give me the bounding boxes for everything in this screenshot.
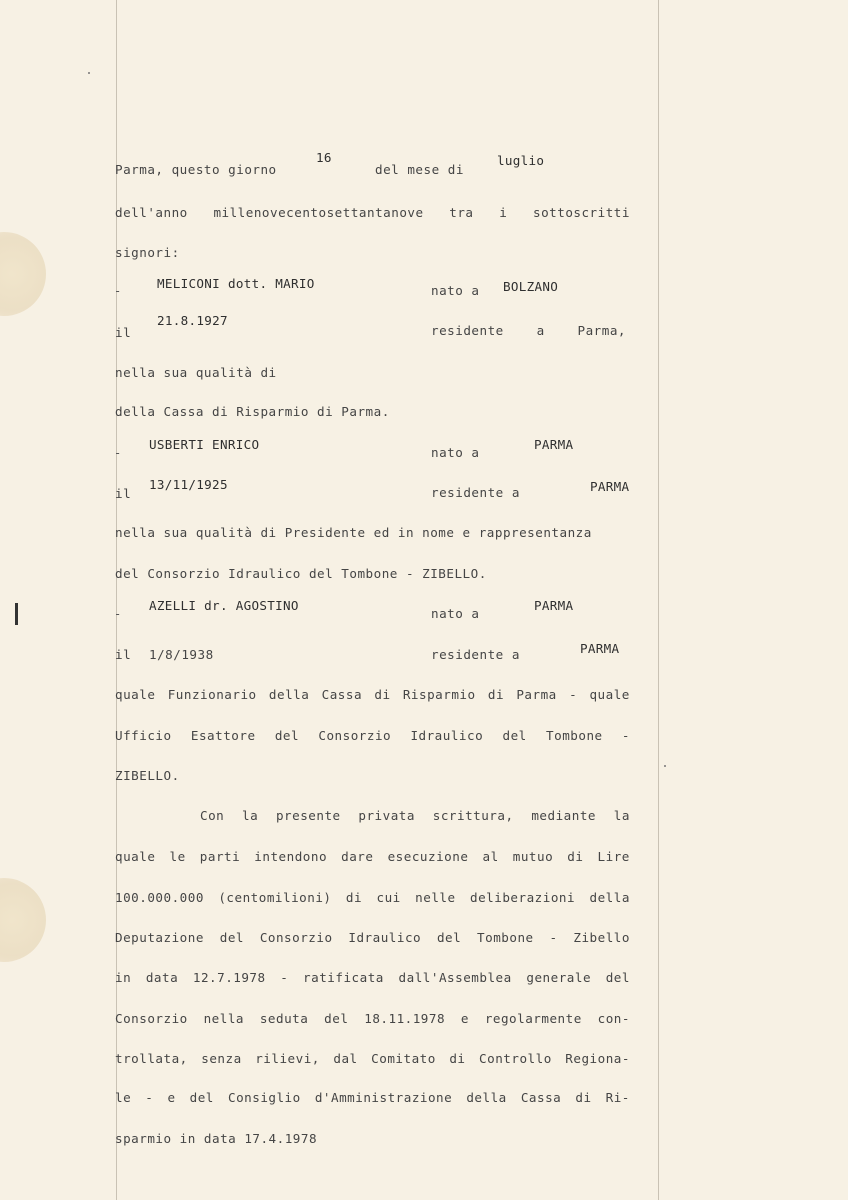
word: senza: [201, 1051, 242, 1066]
party-dash: -: [114, 446, 122, 460]
party2-consorzio: del Consorzio Idraulico del Tombone - ZIBELLO.: [115, 566, 487, 581]
official-line-3: ZIBELLO.: [115, 768, 180, 783]
word: sottoscritti: [532, 205, 630, 220]
word: mediante: [531, 808, 596, 823]
month-value: luglio: [497, 153, 545, 168]
word: Deputazione: [115, 930, 204, 945]
party2-res-label: residente a: [431, 485, 520, 500]
word: Cassa: [520, 1090, 562, 1105]
word: Consiglio: [227, 1090, 301, 1105]
word: Regiona-: [565, 1051, 630, 1066]
word: di: [374, 687, 391, 702]
word: cui: [376, 890, 401, 905]
word: regolarmente: [484, 1011, 582, 1026]
body-line-6: [115, 1011, 630, 1026]
word: la: [613, 808, 630, 823]
word: Ufficio: [115, 728, 172, 743]
body-line-1: [200, 808, 630, 823]
word: d'Amministrazione: [314, 1090, 453, 1105]
word: -: [145, 1090, 154, 1105]
word: (centomilioni): [218, 890, 332, 905]
word: Lire: [597, 849, 630, 864]
word: della: [466, 1090, 507, 1105]
word: al: [482, 849, 499, 864]
word: dell'anno: [115, 205, 188, 220]
word: 12.7.1978: [192, 970, 266, 985]
party3-res-label: residente a: [431, 647, 520, 662]
word: Consorzio: [259, 930, 333, 945]
party3-born-place: PARMA: [534, 598, 574, 613]
word: dall'Assemblea: [398, 970, 512, 985]
party3-name: AZELLI dr. AGOSTINO: [149, 598, 299, 613]
cassa-line: della Cassa di Risparmio di Parma.: [115, 404, 390, 419]
word: Funzionario: [167, 687, 257, 702]
word: del: [189, 1090, 214, 1105]
month-label: del mese di: [375, 162, 464, 177]
word: trollata,: [115, 1051, 188, 1066]
word: Controllo: [479, 1051, 552, 1066]
word: nelle: [415, 890, 456, 905]
word: a: [536, 323, 545, 338]
word: generale: [526, 970, 592, 985]
word: quale: [115, 849, 156, 864]
word: di: [567, 849, 584, 864]
word: con-: [597, 1011, 630, 1026]
word: in: [115, 970, 132, 985]
word: e: [460, 1011, 469, 1026]
word: di: [449, 1051, 466, 1066]
word: quale: [115, 687, 156, 702]
day-value: 16: [316, 150, 332, 165]
word: della: [589, 890, 630, 905]
party2-quality: nella sua qualità di Presidente ed in nome e rappresentanza: [115, 525, 592, 540]
party2-born-label: nato a: [431, 445, 480, 460]
paper-speck: [664, 765, 666, 767]
party1-il: il: [115, 325, 132, 340]
word: tra: [449, 205, 474, 220]
word: Cassa: [321, 687, 363, 702]
word: rilievi,: [255, 1051, 320, 1066]
word: e: [167, 1090, 176, 1105]
word: nella: [203, 1011, 244, 1026]
word: del: [219, 930, 244, 945]
word: di: [575, 1090, 592, 1105]
word: Comitato: [371, 1051, 436, 1066]
opening-place: Parma, questo giorno: [115, 162, 277, 177]
party1-name: MELICONI dott. MARIO: [157, 276, 315, 291]
party2-date: 13/11/1925: [149, 477, 228, 492]
party2-born-place: PARMA: [534, 437, 574, 452]
word: Parma: [516, 687, 557, 702]
word: presente: [275, 808, 341, 823]
word: parti: [199, 849, 241, 864]
word: dare: [341, 849, 374, 864]
word: di: [345, 890, 363, 905]
party2-il: il: [115, 486, 132, 501]
paper-speck: [88, 72, 90, 74]
party3-born-label: nato a: [431, 606, 480, 621]
party-dash: -: [114, 607, 122, 621]
word: di: [487, 687, 505, 702]
body-line-8: [115, 1090, 630, 1105]
word: -: [621, 728, 630, 743]
punch-hole-bottom: [0, 878, 46, 962]
year-line: [115, 205, 630, 220]
party1-born-label: nato a: [431, 283, 480, 298]
word: -: [280, 970, 289, 985]
party1-quality: nella sua qualità di: [115, 365, 277, 380]
body-line-4: [115, 930, 630, 945]
right-margin-rule: [658, 0, 659, 1200]
word: Risparmio: [402, 687, 476, 702]
word: Con: [200, 808, 225, 823]
word: Esattore: [190, 728, 256, 743]
word: Consorzio: [318, 728, 392, 743]
word: del: [324, 1011, 349, 1026]
word: Consorzio: [115, 1011, 188, 1026]
word: data: [145, 970, 179, 985]
margin-mark: [15, 603, 18, 625]
word: Tombone: [546, 728, 603, 743]
punch-hole-top: [0, 232, 46, 316]
party2-name: USBERTI ENRICO: [149, 437, 260, 452]
word: i: [499, 205, 508, 220]
word: scrittura,: [432, 808, 514, 823]
body-line-3: [115, 890, 630, 905]
word: 18.11.1978: [364, 1011, 446, 1026]
word: deliberazioni: [470, 890, 576, 905]
word: Ri-: [605, 1090, 630, 1105]
party3-date: 1/8/1938: [149, 647, 214, 662]
word: -: [549, 930, 558, 945]
word: la: [242, 808, 259, 823]
official-line-2: [115, 728, 630, 743]
word: seduta: [259, 1011, 309, 1026]
word: le: [115, 1090, 132, 1105]
word: quale: [589, 687, 630, 702]
party3-res-place: PARMA: [580, 641, 620, 656]
word: Zibello: [573, 930, 630, 945]
word: del: [605, 970, 630, 985]
word: 100.000.000: [115, 890, 204, 905]
party1-born-place: BOLZANO: [503, 279, 559, 294]
signori-label: signori:: [115, 245, 180, 260]
word: dal: [333, 1051, 358, 1066]
word: residente: [431, 323, 504, 338]
word: privata: [358, 808, 415, 823]
word: ratificata: [303, 970, 384, 985]
official-line-1: [115, 687, 630, 702]
party-dash: -: [114, 284, 122, 298]
party1-date: 21.8.1927: [157, 313, 228, 328]
body-line-5: [115, 970, 630, 985]
party3-il: il: [115, 647, 132, 662]
word: Parma,: [577, 323, 626, 338]
body-line-7: [115, 1051, 630, 1066]
word: millenovecentosettantanove: [213, 205, 424, 220]
word: esecuzione: [387, 849, 469, 864]
body-line-9: sparmio in data 17.4.1978: [115, 1131, 318, 1146]
word: del: [502, 728, 527, 743]
word: mutuo: [512, 849, 554, 864]
word: Tombone: [477, 930, 534, 945]
word: Idraulico: [348, 930, 422, 945]
body-line-2: [115, 849, 630, 864]
word: intendono: [254, 849, 328, 864]
word: le: [169, 849, 186, 864]
word: del: [436, 930, 462, 945]
party1-residence: [431, 323, 626, 338]
word: della: [268, 687, 310, 702]
word: Idraulico: [410, 728, 484, 743]
word: -: [569, 687, 578, 702]
party2-res-place: PARMA: [590, 479, 630, 494]
word: del: [274, 728, 300, 743]
